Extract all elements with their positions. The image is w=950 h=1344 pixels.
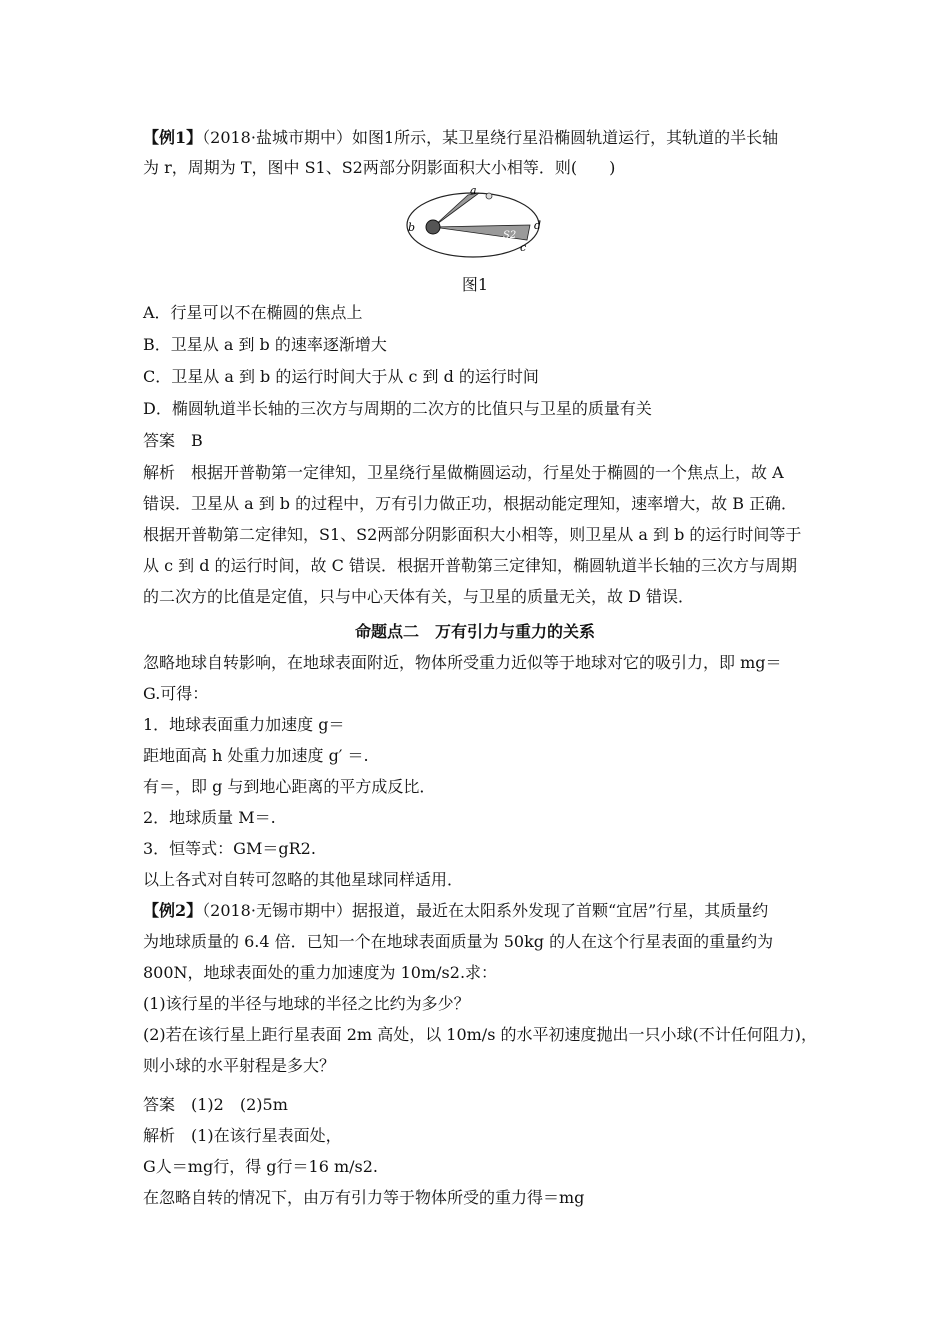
- satellite: [486, 193, 492, 199]
- example1-answer: 答案 B: [143, 431, 203, 450]
- section-line-8: 以上各式对自转可忽略的其他星球同样适用．: [143, 870, 464, 889]
- example1-analysis-4: 从 c 到 d 的运行时间，故 C 错误．根据开普勒第三定律知，椭圆轨道半长轴的三次方与周期: [143, 556, 797, 575]
- orbit-figure: [400, 185, 550, 265]
- label-c: c: [520, 241, 527, 254]
- label-d: d: [534, 219, 542, 232]
- example1-analysis-2: 错误．卫星从 a 到 b 的过程中，万有引力做正功，根据动能定理知，速率增大，故 B 正确．: [143, 494, 798, 513]
- example1-analysis-5: 的二次方的比值是定值，只与中心天体有关，与卫星的质量无关，故 D 错误．: [143, 587, 695, 606]
- figure-caption: 图1: [461, 275, 489, 294]
- option-d: D．椭圆轨道半长轴的三次方与周期的二次方的比值只与卫星的质量有关: [143, 399, 652, 418]
- example1-analysis-1: 解析 根据开普勒第一定律知，卫星绕行星做椭圆运动，行星处于椭圆的一个焦点上，故 A: [143, 463, 784, 482]
- example2-line5: (2)若在该行星上距行星表面 2m 高处，以 10m/s 的水平初速度抛出一只小球(不计任何阻力)，: [143, 1025, 817, 1044]
- example1-line1: 【例1】（2018·盐城市期中）如图1所示，某卫星绕行星沿椭圆轨道运行，其轨道的半长轴: [143, 128, 779, 147]
- example2-analysis-3: 在忽略自转的情况下，由万有引力等于物体所受的重力得＝mg: [143, 1188, 585, 1207]
- example2-answer: 答案 (1)2 (2)5m: [143, 1095, 288, 1114]
- label-s2: S2: [503, 230, 517, 241]
- example2-line3: 800N，地球表面处的重力加速度为 10m/s2.求：: [143, 963, 498, 982]
- example2-line2: 为地球质量的 6.4 倍．已知一个在地球表面质量为 50kg 的人在这个行星表面的重量约为: [143, 932, 774, 951]
- section-line-5: 有＝，即 g 与到地心距离的平方成反比．: [143, 777, 436, 796]
- section-line-7: 3．恒等式：GM＝gR2.: [143, 839, 316, 858]
- example2-line6: 则小球的水平射程是多大？: [143, 1056, 336, 1075]
- example2-tag: 【例2】: [143, 901, 203, 920]
- option-a: A．行星可以不在椭圆的焦点上: [143, 303, 363, 322]
- example2-line4: (1)该行星的半径与地球的半径之比约为多少？: [143, 994, 470, 1013]
- section-line-4: 距地面高 h 处重力加速度 g′ ＝.: [143, 746, 369, 765]
- section-line-2: G.可得：: [143, 684, 209, 703]
- label-a: a: [470, 185, 477, 197]
- example1-analysis-3: 根据开普勒第二定律知，S1、S2两部分阴影面积大小相等，则卫星从 a 到 b 的运行时间等于: [143, 525, 802, 544]
- label-b: b: [408, 221, 416, 234]
- example2-analysis-2: G人＝mg行，得 g行＝16 m/s2.: [143, 1157, 379, 1176]
- option-b: B．卫星从 a 到 b 的速率逐渐增大: [143, 335, 387, 354]
- planet: [426, 220, 440, 234]
- section-title: 命题点二 万有引力与重力的关系: [354, 622, 595, 641]
- example1-tag: 【例1】: [143, 128, 203, 147]
- section-line-6: 2．地球质量 M＝.: [143, 808, 276, 827]
- example2-line1: 【例2】（2018·无锡市期中）据报道，最近在太阳系外发现了首颗“宜居”行星，其质量约: [143, 901, 769, 920]
- label-s1: S1: [428, 207, 442, 218]
- example2-analysis-1: 解析 (1)在该行星表面处，: [143, 1126, 342, 1145]
- section-line-1: 忽略地球自转影响，在地球表面附近，物体所受重力近似等于地球对它的吸引力，即 mg＝: [143, 653, 782, 672]
- example1-line2: 为 r，周期为 T，图中 S1、S2两部分阴影面积大小相等．则( ): [143, 158, 616, 177]
- section-line-3: 1．地球表面重力加速度 g＝: [143, 715, 345, 734]
- option-c: C．卫星从 a 到 b 的运行时间大于从 c 到 d 的运行时间: [143, 367, 539, 386]
